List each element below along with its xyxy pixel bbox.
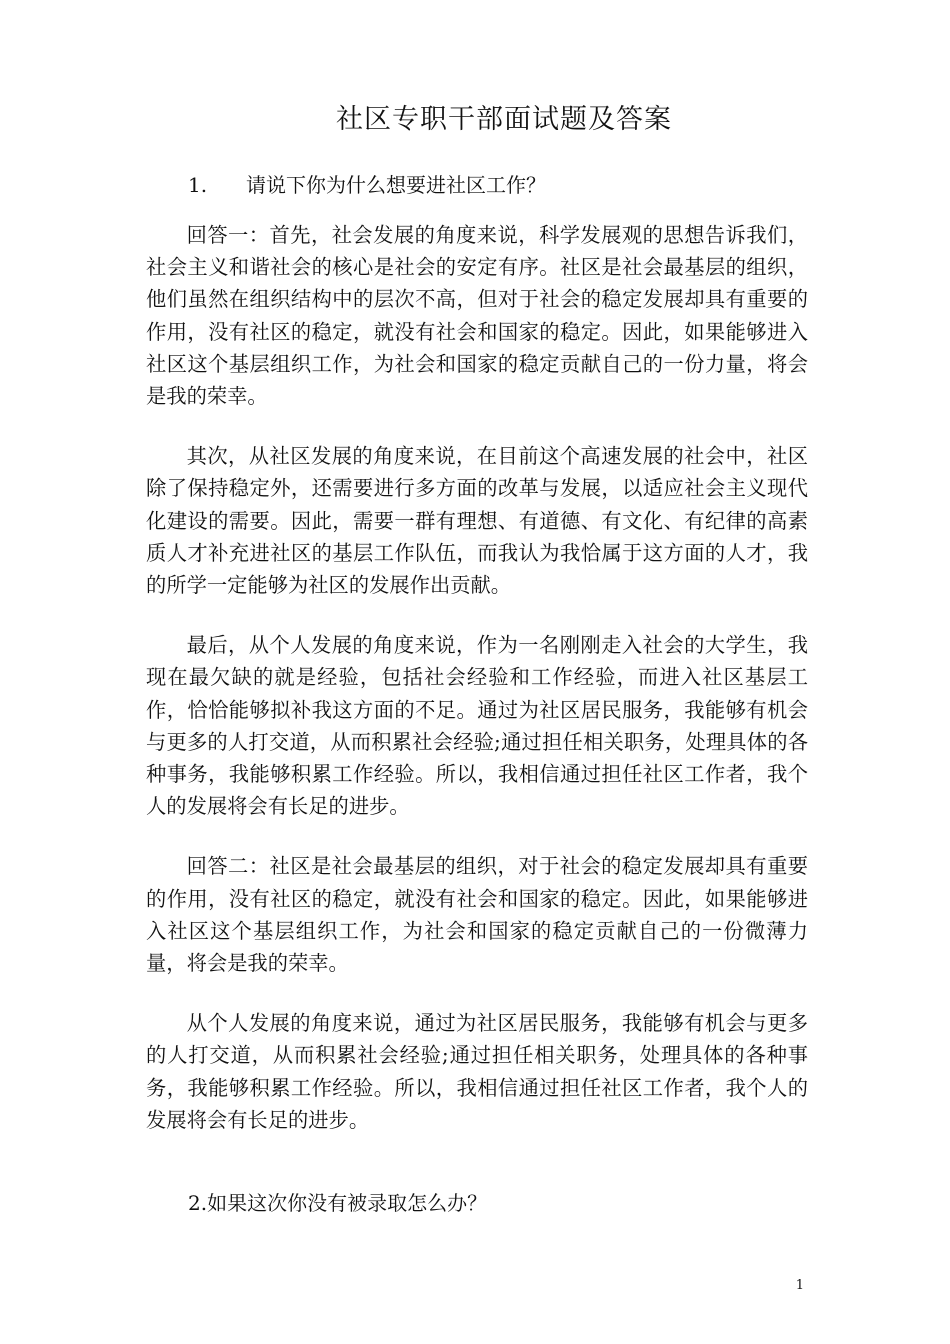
question-1	[188, 168, 546, 202]
paragraph-personal-development: 从个人发展的角度来说，通过为社区居民服务，我能够有机会与更多的人打交道，从而积累社会经验;通过担任相关职务，处理具体的各种事务，我能够积累工作经验。所以，我相信通过担任社区工作者，我个人的发展将会有长足的进步。	[146, 1011, 808, 1132]
question-1-text: 请说下你为什么想要进社区工作？	[246, 173, 546, 197]
paragraph-gap	[146, 412, 808, 440]
paragraph-gap	[146, 601, 808, 629]
paragraph-finally: 最后，从个人发展的角度来说，作为一名刚刚走入社会的大学生，我现在最欠缺的就是经验，包括社会经验和工作经验，而进入社区基层工作，恰恰能够拟补我这方面的不足。通过为社区居民服务，我能够有机会与更多的人打交道，从而积累社会经验;通过担任相关职务，处理具体的各种事务，我能够积累工作经验。所以，我相信通过担任社区工作者，我个人的发展将会有长足的进步。	[146, 633, 808, 819]
answer-body	[146, 219, 808, 1136]
document-title: 社区专职干部面试题及答案	[336, 104, 672, 135]
question-1-number: 1.	[188, 173, 208, 197]
paragraph-gap	[146, 822, 808, 850]
paragraph-gap	[146, 979, 808, 1007]
page-number: 1	[795, 1278, 804, 1293]
paragraph-answer-two: 回答二：社区是社会最基层的组织，对于社会的稳定发展却具有重要的作用，没有社区的稳定，就没有社会和国家的稳定。因此，如果能够进入社区这个基层组织工作，为社会和国家的稳定贡献自己的一份微薄力量，将会是我的荣幸。	[146, 854, 808, 976]
question-2: 2.如果这次你没有被录取怎么办？	[188, 1191, 488, 1215]
paragraph-secondly: 其次，从社区发展的角度来说，在目前这个高速发展的社会中，社区除了保持稳定外，还需要进行多方面的改革与发展，以适应社会主义现代化建设的需要。因此，需要一群有理想、有道德、有文化、有纪律的高素质人才补充进社区的基层工作队伍，而我认为我恰属于这方面的人才，我的所学一定能够为社区的发展作出贡献。	[146, 444, 808, 598]
paragraph-answer-one: 回答一：首先，社会发展的角度来说，科学发展观的思想告诉我们，社会主义和谐社会的核心是社会的安定有序。社区是社会最基层的组织，他们虽然在组织结构中的层次不高，但对于社会的稳定发展却具有重要的作用，没有社区的稳定，就没有社会和国家的稳定。因此，如果能够进入社区这个基层组织工作，为社会和国家的稳定贡献自己的一份力量，将会是我的荣幸。	[146, 223, 808, 409]
